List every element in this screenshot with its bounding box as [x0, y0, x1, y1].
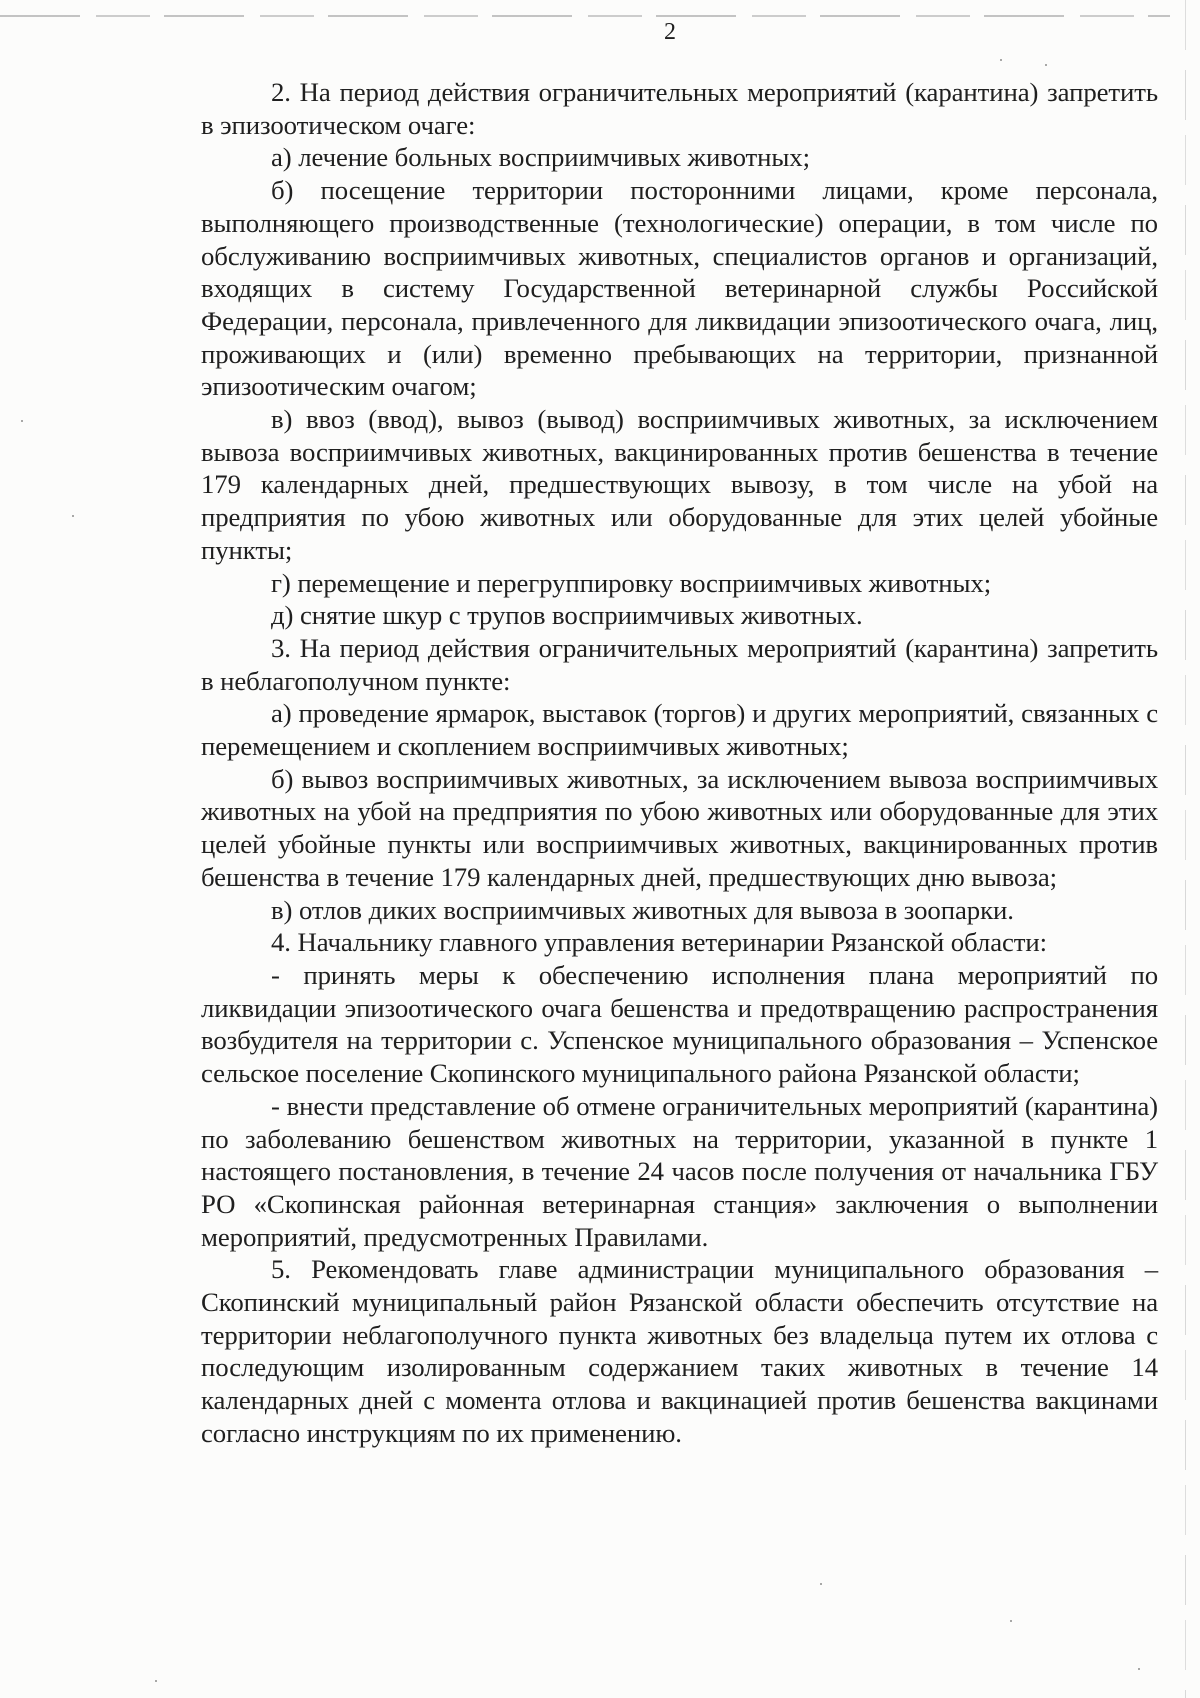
- document-body: [201, 76, 1158, 1450]
- scan-speck: [1000, 59, 1002, 61]
- paragraph-5: 5. Рекомендовать главе администрации муниципального образования – Скопинский муниципальный район Рязанской области обеспечить отсутствие на территории неблагополучного пункта животных без владельца путем их отлова с последующим изолированным содержанием таких животных в течение 14 календарных дней с момента отлова и вакцинацией против бешенства вакцинами согласно инструкциям по их применению.: [201, 1254, 1158, 1448]
- paragraph-2v: в) ввоз (ввод), вывоз (вывод) восприимчивых животных, за исключением вывоза восприимчивых животных, вакцинированных против бешенства в течение 179 календарных дней, предшествующих вывозу, в том числе на убой на предприятия по убою животных или оборудованные для этих целей убойные пункты;: [201, 404, 1158, 565]
- paragraph-4-bullet-2: - внести представление об отмене ограничительных мероприятий (карантина) по заболеванию бешенством животных на территории, указанной в пункте 1 настоящего постановления, в течение 24 часов после получения от начальника ГБУ РО «Скопинская районная ветеринарная станция» заключения о выполнении мероприятий, предусмотренных Правилами.: [201, 1090, 1158, 1252]
- paragraph-3b: б) вывоз восприимчивых животных, за исключением вывоза восприимчивых животных на убой на предприятия по убою животных или оборудованные для этих целей убойные пункты или восприимчивых животных, вакцинированных против бешенства в течение 179 календарных дней, предшествующих дню вывоза;: [201, 763, 1158, 892]
- scan-speck: [72, 515, 74, 517]
- page-number: 2: [664, 19, 676, 45]
- scan-speck: [1045, 64, 1047, 66]
- paragraph-4-bullet-1: - принять меры к обеспечению исполнения плана мероприятий по ликвидации эпизоотического очага бешенства и предотвращению распространения возбудителя на территории с. Успенское муниципального образования – Успенское сельское поселение Скопинского муниципального района Рязанской области;: [201, 959, 1158, 1089]
- paragraph-4: 4. Начальнику главного управления ветеринарии Рязанской области:: [271, 927, 1047, 958]
- paragraph-2d: д) снятие шкур с трупов восприимчивых животных.: [271, 600, 863, 631]
- paragraph-3a: а) проведение ярмарок, выставок (торгов) и других мероприятий, связанных с перемещением и скоплением восприимчивых животных;: [201, 698, 1158, 762]
- scan-speck: [21, 420, 23, 422]
- scan-right-edge: [1185, 0, 1186, 1698]
- scan-top-edge: [0, 15, 1170, 17]
- paragraph-3: 3. На период действия ограничительных мероприятий (карантина) запретить в неблагополучном пункте:: [201, 632, 1158, 696]
- paragraph-2: 2. На период действия ограничительных мероприятий (карантина) запретить в эпизоотическом очаге:: [201, 77, 1158, 140]
- paragraph-2a: а) лечение больных восприимчивых животных;: [271, 142, 810, 173]
- paragraph-3v: в) отлов диких восприимчивых животных для вывоза в зоопарки.: [271, 894, 1014, 925]
- scan-speck: [1010, 1620, 1012, 1622]
- paragraph-2g: г) перемещение и перегруппировку восприимчивых животных;: [271, 567, 992, 598]
- scan-speck: [155, 1680, 157, 1682]
- scan-speck: [1138, 1668, 1140, 1670]
- paragraph-2b: б) посещение территории посторонними лицами, кроме персонала, выполняющего производственные (технологические) операции, в том числе по обслуживанию восприимчивых животных, специалистов органов и организаций, входящих в систему Государственной ветеринарной службы Российской Федерации, персонала, привлеченного для ликвидации эпизоотического очага, лиц, проживающих и (или) временно пребывающих на территории, признанной эпизоотическим очагом;: [201, 175, 1158, 402]
- scan-speck: [820, 1583, 822, 1585]
